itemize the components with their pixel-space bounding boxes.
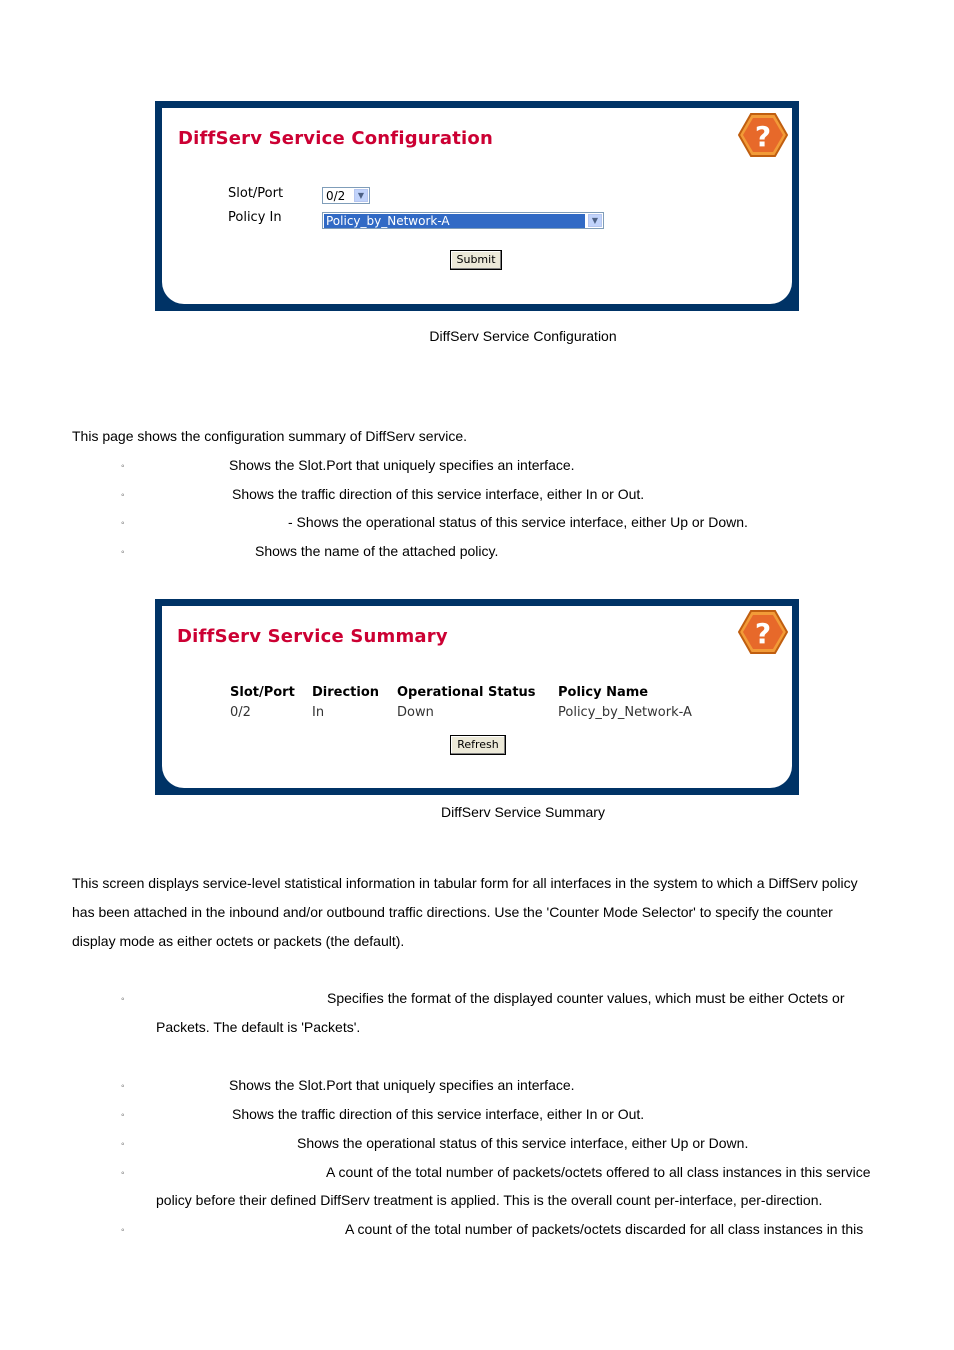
cell-operational-status: Down bbox=[397, 705, 434, 720]
policy-in-label: Policy In bbox=[228, 210, 282, 225]
intro-text: This page shows the configuration summary of DiffServ service. bbox=[72, 428, 468, 444]
bullet-glyph: ◦ bbox=[121, 461, 125, 472]
bullet-glyph: ◦ bbox=[121, 518, 125, 529]
counter-bullet-line-1: Specifies the format of the displayed counter values, which must be either Octets or bbox=[327, 990, 845, 1006]
stats-text-line-3: display mode as either octets or packets (the default). bbox=[72, 933, 405, 949]
summary-bullet-status: - Shows the operational status of this service interface, either Up or Down. bbox=[288, 514, 748, 530]
summary-panel-body bbox=[162, 606, 792, 788]
stats-bullet-slot-port: Shows the Slot.Port that uniquely specifies an interface. bbox=[229, 1077, 575, 1093]
config-panel-body bbox=[162, 108, 792, 304]
svg-text:?: ? bbox=[754, 120, 772, 153]
slot-port-select[interactable] bbox=[322, 187, 370, 204]
header-direction: Direction bbox=[312, 685, 380, 700]
offered-bullet-line-1: A count of the total number of packets/octets offered to all class instances in this service bbox=[326, 1164, 871, 1180]
refresh-button[interactable]: Refresh bbox=[450, 735, 506, 755]
submit-button[interactable]: Submit bbox=[450, 250, 502, 270]
policy-in-select[interactable] bbox=[322, 212, 604, 229]
config-caption: DiffServ Service Configuration bbox=[429, 328, 617, 344]
help-icon[interactable] bbox=[738, 112, 788, 158]
stats-bullet-status: Shows the operational status of this service interface, either Up or Down. bbox=[297, 1135, 749, 1151]
cell-direction: In bbox=[312, 705, 325, 720]
config-panel-title: DiffServ Service Configuration bbox=[178, 128, 493, 149]
discarded-bullet-line-1: A count of the total number of packets/octets discarded for all class instances in this bbox=[345, 1221, 864, 1237]
counter-bullet-line-2: Packets. The default is 'Packets'. bbox=[156, 1019, 361, 1035]
policy-in-value: Policy_by_Network-A bbox=[324, 214, 585, 228]
stats-bullet-direction: Shows the traffic direction of this service interface, either In or Out. bbox=[232, 1106, 645, 1122]
offered-bullet-line-2: policy before their defined DiffServ treatment is applied. This is the overall count per-interface, per-direction. bbox=[156, 1192, 823, 1208]
slot-port-value: 0/2 bbox=[326, 189, 346, 203]
summary-panel-title: DiffServ Service Summary bbox=[177, 626, 448, 647]
slot-port-label: Slot/Port bbox=[228, 186, 284, 201]
bullet-glyph: ◦ bbox=[121, 547, 125, 558]
header-policy-name: Policy Name bbox=[558, 685, 649, 700]
summary-bullet-slot-port: Shows the Slot.Port that uniquely specifies an interface. bbox=[229, 457, 575, 473]
summary-panel bbox=[155, 599, 799, 795]
bullet-glyph: ◦ bbox=[121, 1168, 125, 1179]
bullet-glyph: ◦ bbox=[121, 1081, 125, 1092]
bullet-glyph: ◦ bbox=[121, 1225, 125, 1236]
chevron-down-icon: ▼ bbox=[354, 189, 368, 202]
summary-bullet-policy: Shows the name of the attached policy. bbox=[255, 543, 499, 559]
chevron-down-icon: ▼ bbox=[588, 214, 602, 227]
summary-bullet-direction: Shows the traffic direction of this service interface, either In or Out. bbox=[232, 486, 645, 502]
cell-policy-name: Policy_by_Network-A bbox=[558, 705, 692, 720]
bullet-glyph: ◦ bbox=[121, 994, 125, 1005]
header-operational-status: Operational Status bbox=[397, 685, 536, 700]
config-panel bbox=[155, 101, 799, 311]
svg-text:?: ? bbox=[754, 617, 772, 650]
bullet-glyph: ◦ bbox=[121, 490, 125, 501]
cell-slot-port: 0/2 bbox=[230, 705, 251, 720]
bullet-glyph: ◦ bbox=[121, 1139, 125, 1150]
stats-text-line-1: This screen displays service-level statistical information in tabular form for all interfaces in the system to which a DiffServ policy bbox=[72, 875, 858, 891]
bullet-glyph: ◦ bbox=[121, 1110, 125, 1121]
help-icon[interactable] bbox=[738, 609, 788, 655]
stats-text-line-2: has been attached in the inbound and/or outbound traffic directions. Use the 'Counter Mode Selector' to specify the counter bbox=[72, 904, 833, 920]
summary-caption: DiffServ Service Summary bbox=[441, 804, 605, 820]
header-slot-port: Slot/Port bbox=[230, 685, 295, 700]
